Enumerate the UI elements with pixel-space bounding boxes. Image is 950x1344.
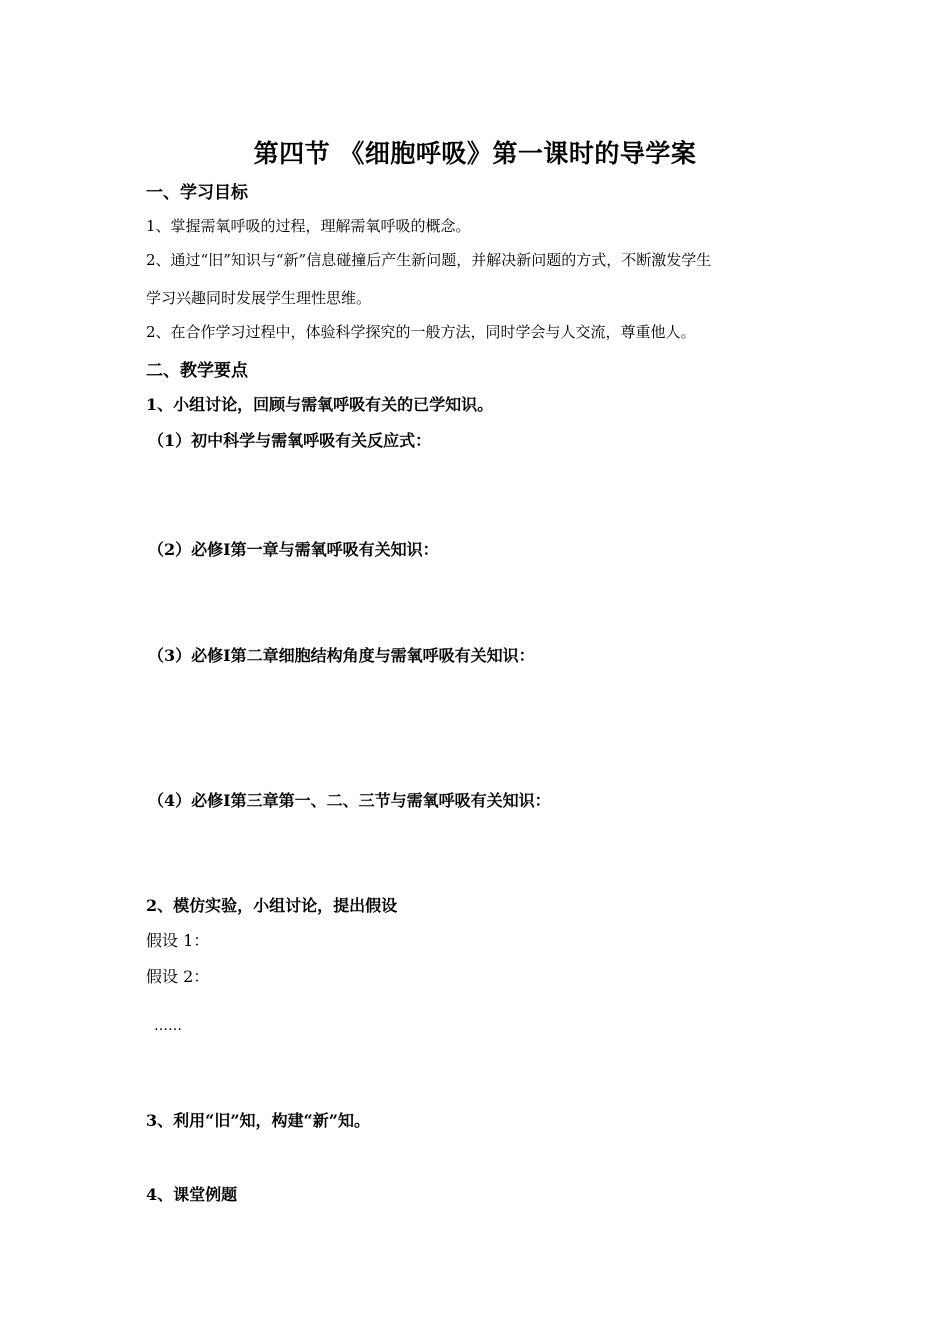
key-points-heading: 二、教学要点 <box>146 361 248 381</box>
objective-item-2: 2、通过“旧”知识与“新”信息碰撞后产生新问题，并解决新问题的方式，不断激发学生 <box>146 251 712 269</box>
objective-item-1: 1、掌握需氧呼吸的过程，理解需氧呼吸的概念。 <box>146 217 471 235</box>
objectives-heading: 一、学习目标 <box>146 183 248 203</box>
question-1-sub-4: （4）必修Ⅰ第三章第一、二、三节与需氧呼吸有关知识： <box>148 791 551 810</box>
question-1-label: 1、小组讨论，回顾与需氧呼吸有关的已学知识。 <box>146 395 494 414</box>
question-2-label: 2、模仿实验，小组讨论，提出假设 <box>146 896 398 915</box>
question-1-sub-1: （1）初中科学与需氧呼吸有关反应式： <box>148 431 432 450</box>
question-1-sub-3: （3）必修Ⅰ第二章细胞结构角度与需氧呼吸有关知识： <box>148 646 535 665</box>
question-3-label: 3、利用“旧”知，构建“新”知。 <box>146 1111 370 1130</box>
question-4-label: 4、课堂例题 <box>146 1185 238 1204</box>
objective-item-3: 2、在合作学习过程中，体验科学探究的一般方法，同时学会与人交流，尊重他人。 <box>146 323 696 341</box>
question-1-sub-2: （2）必修Ⅰ第一章与需氧呼吸有关知识： <box>148 540 439 559</box>
hypothesis-ellipsis: …… <box>154 1018 182 1034</box>
objective-item-2-continued: 学习兴趣同时发展学生理性思维。 <box>146 289 372 307</box>
hypothesis-1: 假设 1： <box>146 931 210 950</box>
hypothesis-2: 假设 2： <box>146 967 210 986</box>
document-title: 第四节 《细胞呼吸》第一课时的导学案 <box>253 139 697 168</box>
